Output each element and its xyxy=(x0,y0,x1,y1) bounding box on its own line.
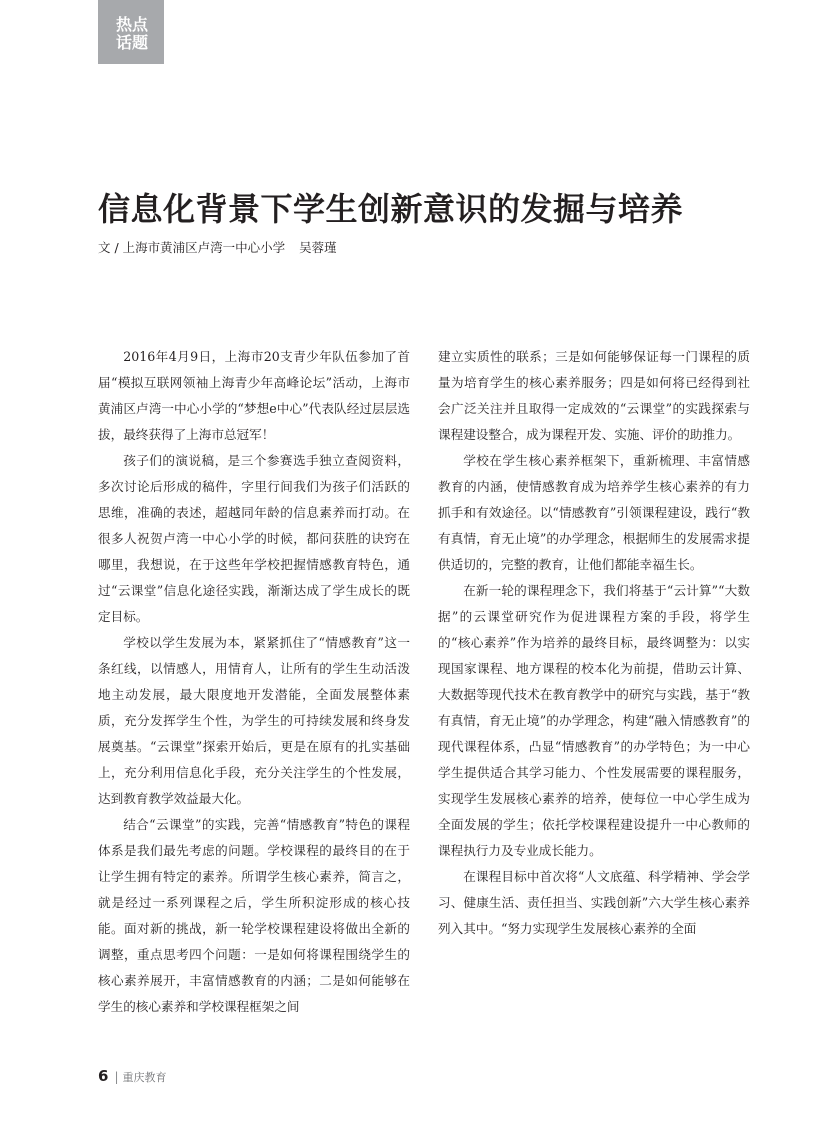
paragraph: 在新一轮的课程理念下，我们将基于“云计算”“大数据”的云课堂研究作为促进课程方案的手段，将学生的“核心素养”作为培养的最终目标，最终调整为：以实现国家课程、地方课程的校本化为前提，借助云计算、大数据等现代技术在教育教学中的研究与实践，基于“教有真情，育无止境”的办学理念，构建“融入情感教育”的现代课程体系，凸显“情感教育”的办学特色；为一中心学生提供适合其学习能力、个性发展需要的课程服务，实现学生发展核心素养的培养，使每位一中心学生成为全面发展的学生；依托学校课程建设提升一中心教师的课程执行力及专业成长能力。 xyxy=(438,583,750,858)
right-column xyxy=(438,344,750,942)
section-tag xyxy=(98,0,164,64)
paragraph: 孩子们的演说稿，是三个参赛选手独立查阅资料，多次讨论后形成的稿件，字里行间我们为孩子们活跃的思维，准确的表述，超越同年龄的信息素养而打动。在很多人祝贺卢湾一中心小学的时候，都问获胜的诀窍在哪里，我想说，在于这些年学校把握情感教育特色，通过“云课堂”信息化途径实践，渐渐达成了学生成长的既定目标。 xyxy=(98,453,410,624)
byline-affiliation: 文 / 上海市黄浦区卢湾一中心小学 xyxy=(98,240,286,255)
footer-separator: | xyxy=(114,1070,119,1084)
byline-author: 吴蓉瑾 xyxy=(299,240,337,255)
paragraph: 学校在学生核心素养框架下，重新梳理、丰富情感教育的内涵，使情感教育成为培养学生核心素养的有力抓手和有效途径。以“情感教育”引领课程建设，践行“教有真情，育无止境”的办学理念，根据师生的发展需求提供适切的，完整的教育，让他们都能幸福生长。 xyxy=(438,453,750,572)
byline xyxy=(98,238,337,256)
paragraph: 结合“云课堂”的实践，完善“情感教育”特色的课程体系是我们最先考虑的问题。学校课程的最终目的在于让学生拥有特定的素养。所谓学生核心素养，简言之，就是经过一系列课程之后，学生所积淀形成的核心技能。面对新的挑战，新一轮学校课程建设将做出全新的调整，重点思考四个问题：一是如何将课程围绕学生的核心素养展开，丰富情感教育的内涵；二是如何能够在学生的核心素养和学校课程框架之间 xyxy=(98,817,410,1014)
magazine-name: 重庆教育 xyxy=(122,1071,167,1084)
paragraph: 学校以学生发展为本，紧紧抓住了“情感教育”这一条红线，以情感人，用情育人，让所有的学生生动活泼地主动发展，最大限度地开发潜能，全面发展整体素质，充分发挥学生个性，为学生的可持续发展和终身发展奠基。“云课堂”探索开始后，更是在原有的扎实基础上，充分利用信息化手段，充分关注学生的个性发展，达到教育教学效益最大化。 xyxy=(98,635,410,806)
left-column xyxy=(98,344,410,1020)
page-number: 6 xyxy=(98,1067,109,1085)
page-footer xyxy=(98,1066,166,1085)
section-tag-line1: 热点 xyxy=(116,15,149,34)
paragraph-continued: 建立实质性的联系；三是如何能够保证每一门课程的质量为培育学生的核心素养服务；四是如何将已经得到社会广泛关注并且取得一定成效的“云课堂”的实践探索与课程建设整合，成为课程开发、实施、评价的助推力。 xyxy=(438,349,750,442)
paragraph: 在课程目标中首次将“人文底蕴、科学精神、学会学习、健康生活、责任担当、实践创新”六大学生核心素养列入其中。“努力实现学生发展核心素养的全面 xyxy=(438,869,750,936)
section-tag-line2: 话题 xyxy=(116,33,149,52)
paragraph: 2016年4月9日，上海市20支青少年队伍参加了首届“模拟互联网领袖上海青少年高峰论坛”活动，上海市黄浦区卢湾一中心小学的“梦想e中心”代表队经过层层选拔，最终获得了上海市总冠军！ xyxy=(98,349,410,442)
article-title: 信息化背景下学生创新意识的发掘与培养 xyxy=(98,190,684,228)
